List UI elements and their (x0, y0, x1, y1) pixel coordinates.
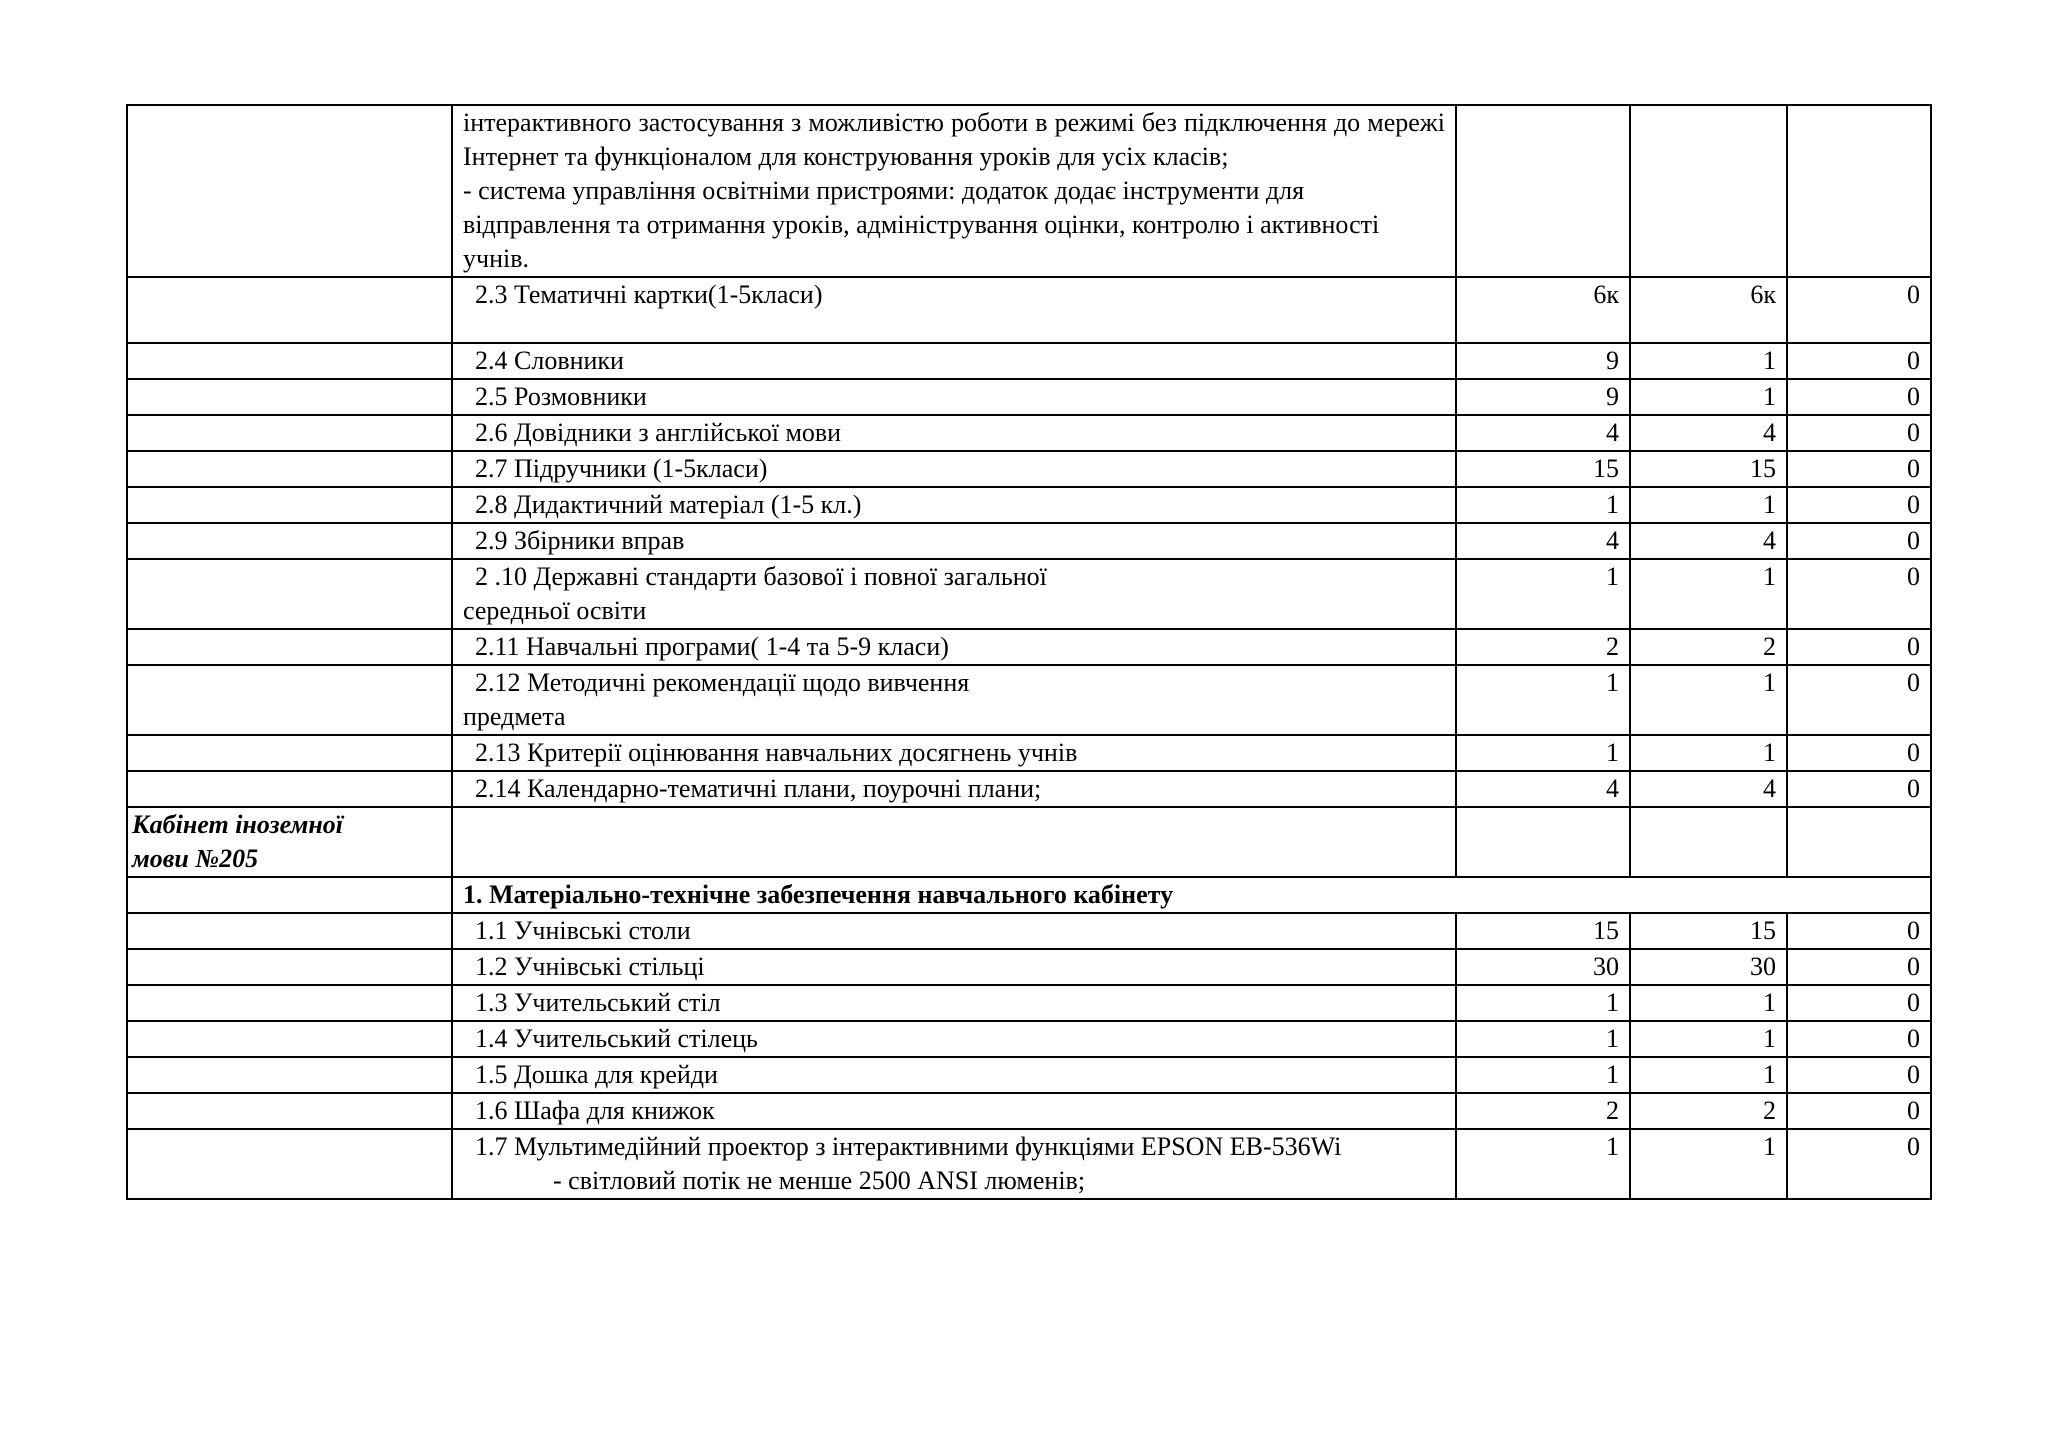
cabinet-cell (127, 1057, 452, 1093)
cabinet-cell (127, 629, 452, 665)
table-row (127, 1093, 1931, 1129)
cabinet-cell (127, 523, 452, 559)
cabinet-cell (127, 277, 452, 343)
item-name-cell (452, 523, 1456, 559)
quantity-3-cell: 0 (1787, 487, 1931, 523)
quantity-1-cell: 1 (1456, 1057, 1630, 1093)
item-name-cell (452, 379, 1456, 415)
item-name: 1.4 Учительський стілець (475, 1024, 758, 1053)
cabinet-cell (127, 735, 452, 771)
item-name: 1.3 Учительський стіл (475, 988, 721, 1017)
cabinet-cell (127, 1129, 452, 1199)
quantity-1-cell: 2 (1456, 629, 1630, 665)
table-row (127, 1057, 1931, 1093)
quantity-1-cell: 1 (1456, 559, 1630, 629)
item-spec-line: - світловий потік не менше 2500 ANSI люменів; (553, 1166, 1086, 1195)
item-name-cell (452, 985, 1456, 1021)
table-row (127, 523, 1931, 559)
quantity-1-cell: 4 (1456, 771, 1630, 807)
item-name: 2.5 Розмовники (475, 382, 647, 411)
cabinet-cell (127, 487, 452, 523)
item-name-cell (452, 735, 1456, 771)
quantity-3-cell: 0 (1787, 735, 1931, 771)
table-row (127, 735, 1931, 771)
qty-cell (1787, 807, 1931, 877)
cabinet-cell (127, 913, 452, 949)
quantity-3-cell: 0 (1787, 523, 1931, 559)
quantity-3-cell: 0 (1787, 379, 1931, 415)
quantity-1-cell: 2 (1456, 1093, 1630, 1129)
cabinet-cell (127, 985, 452, 1021)
qty-cell (1456, 807, 1630, 877)
quantity-3-cell: 0 (1787, 1021, 1931, 1057)
cabinet-cell (127, 343, 452, 379)
quantity-3-cell: 0 (1787, 949, 1931, 985)
quantity-2-cell: 1 (1630, 735, 1787, 771)
cabinet-cell (127, 949, 452, 985)
quantity-3-cell: 0 (1787, 559, 1931, 629)
quantity-1-cell: 1 (1456, 985, 1630, 1021)
quantity-2-cell: 1 (1630, 1129, 1787, 1199)
cabinet-header-row (127, 807, 1931, 877)
item-name: 1.2 Учнівські стільці (475, 952, 705, 981)
item-description-line: інтерактивного застосування з можливістю роботи в режимі без підключення до мережі Інтернет та функціоналом для конструювання уроків для усіх класів; (463, 108, 1445, 171)
cabinet-cell (127, 1093, 452, 1129)
cabinet-cell (127, 379, 452, 415)
quantity-3-cell: 0 (1787, 985, 1931, 1021)
table-row (127, 105, 1931, 277)
quantity-2-cell: 1 (1630, 379, 1787, 415)
section-row (127, 877, 1931, 913)
table-row (127, 451, 1931, 487)
item-name: 1.1 Учнівські столи (475, 916, 691, 945)
quantity-1-cell: 1 (1456, 1129, 1630, 1199)
quantity-3-cell: 0 (1787, 1129, 1931, 1199)
section-title: 1. Матеріально-технічне забезпечення навчального кабінету (452, 877, 1931, 913)
table-row (127, 913, 1931, 949)
quantity-1-cell: 15 (1456, 451, 1630, 487)
quantity-2-cell: 4 (1630, 771, 1787, 807)
cabinet-name-line: Кабінет іноземної (132, 810, 344, 839)
cabinet-cell (127, 665, 452, 735)
qty-cell (1787, 105, 1931, 277)
quantity-3-cell: 0 (1787, 629, 1931, 665)
item-name: 1.6 Шафа для книжок (475, 1096, 715, 1125)
quantity-1-cell: 15 (1456, 913, 1630, 949)
cabinet-cell (127, 415, 452, 451)
qty-cell (1456, 105, 1630, 277)
table-row (127, 665, 1931, 735)
table-row (127, 1021, 1931, 1057)
table-row (127, 277, 1931, 343)
table-row (127, 379, 1931, 415)
item-name-cell (452, 913, 1456, 949)
table-row (127, 559, 1931, 629)
item-name-cell (452, 1021, 1456, 1057)
quantity-2-cell: 30 (1630, 949, 1787, 985)
quantity-2-cell: 1 (1630, 343, 1787, 379)
quantity-3-cell: 0 (1787, 913, 1931, 949)
item-name-cell (452, 629, 1456, 665)
item-name-cell (452, 559, 1456, 629)
table-row (127, 771, 1931, 807)
cabinet-name-line: мови №205 (132, 844, 259, 873)
quantity-1-cell: 1 (1456, 735, 1630, 771)
item-name-continued: предмета (463, 702, 566, 731)
quantity-3-cell: 0 (1787, 451, 1931, 487)
quantity-1-cell: 9 (1456, 343, 1630, 379)
quantity-2-cell: 1 (1630, 985, 1787, 1021)
inventory-table-body (127, 105, 1931, 1199)
cabinet-cell (127, 1021, 452, 1057)
quantity-3-cell: 0 (1787, 665, 1931, 735)
qty-cell (1630, 807, 1787, 877)
cabinet-cell (127, 451, 452, 487)
quantity-1-cell: 30 (1456, 949, 1630, 985)
item-name: 2 .10 Державні стандарти базової і повної загальної (475, 562, 1047, 591)
table-row (127, 985, 1931, 1021)
qty-cell (1630, 105, 1787, 277)
quantity-3-cell: 0 (1787, 277, 1931, 343)
item-name: 1.5 Дошка для крейди (475, 1060, 718, 1089)
quantity-2-cell: 2 (1630, 629, 1787, 665)
quantity-2-cell: 1 (1630, 559, 1787, 629)
item-name-cell (452, 277, 1456, 343)
quantity-2-cell: 1 (1630, 665, 1787, 735)
item-name-cell (452, 771, 1456, 807)
item-name-cell (452, 1057, 1456, 1093)
table-row (127, 487, 1931, 523)
item-name-cell (452, 343, 1456, 379)
cabinet-cell (127, 559, 452, 629)
quantity-3-cell: 0 (1787, 771, 1931, 807)
quantity-1-cell: 6к (1456, 277, 1630, 343)
quantity-1-cell: 1 (1456, 487, 1630, 523)
item-name-cell (452, 451, 1456, 487)
cabinet-name (127, 807, 452, 877)
table-row (127, 949, 1931, 985)
quantity-3-cell: 0 (1787, 1057, 1931, 1093)
quantity-1-cell: 4 (1456, 415, 1630, 451)
item-name: 2.7 Підручники (1-5класи) (475, 454, 768, 483)
item-name: 2.12 Методичні рекомендації щодо вивчення (475, 668, 970, 697)
cabinet-cell (127, 877, 452, 913)
item-name: 2.4 Словники (475, 346, 624, 375)
quantity-2-cell: 15 (1630, 451, 1787, 487)
item-name-cell (452, 949, 1456, 985)
item-name: 2.14 Календарно-тематичні плани, поурочні плани; (475, 774, 1042, 803)
quantity-2-cell: 2 (1630, 1093, 1787, 1129)
item-name: 2.6 Довідники з англійської мови (475, 418, 842, 447)
item-name: 2.3 Тематичні картки(1-5класи) (475, 280, 823, 309)
cabinet-cell (127, 771, 452, 807)
item-name-cell (452, 1129, 1456, 1199)
quantity-1-cell: 4 (1456, 523, 1630, 559)
item-description-cell (452, 105, 1456, 277)
quantity-3-cell: 0 (1787, 343, 1931, 379)
item-name: 2.11 Навчальні програми( 1-4 та 5-9 класи) (475, 632, 949, 661)
quantity-1-cell: 1 (1456, 665, 1630, 735)
quantity-2-cell: 6к (1630, 277, 1787, 343)
quantity-1-cell: 9 (1456, 379, 1630, 415)
table-row (127, 415, 1931, 451)
table-row (127, 343, 1931, 379)
quantity-3-cell: 0 (1787, 1093, 1931, 1129)
quantity-2-cell: 1 (1630, 1057, 1787, 1093)
item-name-cell (452, 415, 1456, 451)
table-row (127, 1129, 1931, 1199)
item-description-line: - система управління освітніми пристроями: додаток додає інструменти для відправлення та отримання уроків, адміністрування оцінки, контролю і активності учнів. (463, 176, 1380, 273)
quantity-2-cell: 4 (1630, 415, 1787, 451)
item-name: 1.7 Мультимедійний проектор з інтерактивними функціями EPSON EB-536Wi (475, 1132, 1342, 1161)
cabinet-cell (127, 105, 452, 277)
item-name: 2.13 Критерії оцінювання навчальних досягнень учнів (475, 738, 1078, 767)
quantity-2-cell: 15 (1630, 913, 1787, 949)
quantity-2-cell: 1 (1630, 487, 1787, 523)
item-name-cell (452, 1093, 1456, 1129)
quantity-2-cell: 4 (1630, 523, 1787, 559)
quantity-1-cell: 1 (1456, 1021, 1630, 1057)
table-row (127, 629, 1931, 665)
item-name-cell (452, 807, 1456, 877)
inventory-table (126, 104, 1932, 1200)
item-name-cell (452, 487, 1456, 523)
item-name-cell (452, 665, 1456, 735)
item-name-continued: середньої освіти (463, 596, 647, 625)
quantity-3-cell: 0 (1787, 415, 1931, 451)
quantity-2-cell: 1 (1630, 1021, 1787, 1057)
item-name: 2.8 Дидактичний матеріал (1-5 кл.) (475, 490, 862, 519)
item-name: 2.9 Збірники вправ (475, 526, 685, 555)
